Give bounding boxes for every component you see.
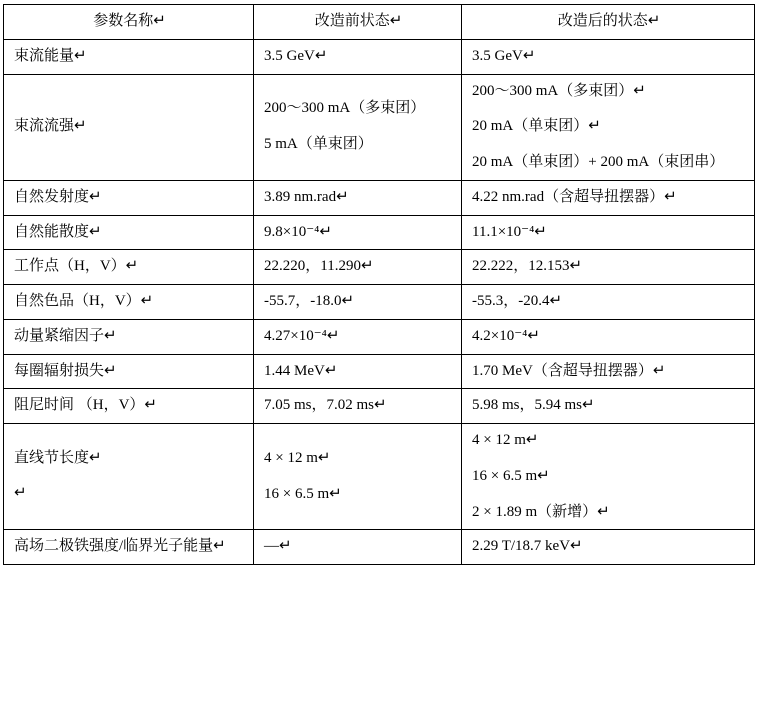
value-line: 7.05 ms，7.02 ms↵ [264,397,387,414]
row-label [4,319,254,354]
table-row [4,424,755,530]
row-before-value [254,319,462,354]
row-before-value [254,354,462,389]
table-header-row [4,5,755,40]
header-text: 改造后的状态↵ [557,13,661,29]
value-line: 22.222，12.153↵ [472,258,583,275]
row-after-value [462,424,755,530]
label-line: 自然发射度↵ [14,188,102,205]
value-line: 2.29 T/18.7 keV↵ [472,538,583,555]
row-after-value [462,180,755,215]
table-row [4,215,755,250]
value-line: 4.27×10⁻⁴↵ [264,327,340,344]
row-after-value [462,354,755,389]
value-line: 3.5 GeV↵ [264,47,328,64]
label-line: 每圈辐射损失↵ [14,362,117,379]
value-line: 22.220，11.290↵ [264,258,374,275]
row-label [4,530,254,565]
row-after-value [462,389,755,424]
row-after-value [462,319,755,354]
label-line: 直线节长度↵ [14,450,102,467]
row-before-value [254,285,462,320]
label-line: 自然能散度↵ [14,223,102,240]
label-line: 自然色品（H，V）↵ [14,293,154,309]
value-line: 1.44 MeV↵ [264,362,338,379]
table-row [4,530,755,565]
table-row [4,319,755,354]
value-line: 3.89 nm.rad↵ [264,188,349,205]
value-line: 20 mA（单束团）+ 200 mA（束团串） [472,154,725,170]
value-line: 200～300 mA（多束团） [264,100,426,117]
header-text: 改造前状态↵ [314,13,403,29]
row-label [4,39,254,74]
parameter-comparison-table [3,4,755,565]
value-line: 4 × 12 m↵ [264,449,331,466]
label-line: 工作点（H，V）↵ [14,258,139,275]
table-row [4,354,755,389]
row-before-value [254,530,462,565]
value-line: 20 mA（单束团）↵ [472,118,601,135]
table-row [4,389,755,424]
label-line: 束流流强↵ [14,118,87,135]
value-line: 4 × 12 m↵ [472,432,539,448]
value-line: 4.22 nm.rad（含超导扭摆器）↵ [472,188,677,205]
value-line: 4.2×10⁻⁴↵ [472,327,540,344]
row-label [4,285,254,320]
value-line: 200～300 mA（多束团）↵ [472,82,646,99]
value-line: 9.8×10⁻⁴↵ [264,223,332,240]
value-line: -55.7，-18.0↵ [264,293,355,309]
row-after-value [462,39,755,74]
row-before-value [254,39,462,74]
value-line: 3.5 GeV↵ [472,47,536,64]
row-before-value [254,250,462,285]
label-line: 束流能量↵ [14,47,87,64]
value-line: 1.70 MeV（含超导扭摆器）↵ [472,362,666,379]
value-line: 16 × 6.5 m↵ [264,485,342,502]
header-cell-parameter-name [4,5,254,40]
row-before-value [254,215,462,250]
row-before-value [254,424,462,530]
row-label [4,250,254,285]
table-row [4,74,755,180]
row-after-value [462,530,755,565]
header-text: 参数名称↵ [93,13,166,29]
value-line: 11.1×10⁻⁴↵ [472,223,547,240]
row-label [4,424,254,530]
label-line: 高场二极铁强度/临界光子能量↵ [14,538,226,555]
label-line: 动量紧缩因子↵ [14,327,117,344]
row-label [4,74,254,180]
row-before-value [254,74,462,180]
row-label [4,215,254,250]
value-line: 5 mA（单束团） [264,136,373,153]
value-line: 5.98 ms，5.94 ms↵ [472,397,595,414]
row-before-value [254,389,462,424]
row-before-value [254,180,462,215]
table-row [4,285,755,320]
label-line: ↵ [14,485,27,502]
value-line: 2 × 1.89 m（新增）↵ [472,503,610,520]
header-cell-after [462,5,755,40]
row-after-value [462,285,755,320]
table-row [4,39,755,74]
row-label [4,389,254,424]
table-row [4,180,755,215]
value-line: —↵ [264,538,292,555]
header-cell-before [254,5,462,40]
row-after-value [462,250,755,285]
table-row [4,250,755,285]
label-line: 阻尼时间 （H，V）↵ [14,397,157,414]
row-label [4,180,254,215]
value-line: -55.3，-20.4↵ [472,293,563,309]
row-label [4,354,254,389]
row-after-value [462,74,755,180]
value-line: 16 × 6.5 m↵ [472,467,550,484]
row-after-value [462,215,755,250]
